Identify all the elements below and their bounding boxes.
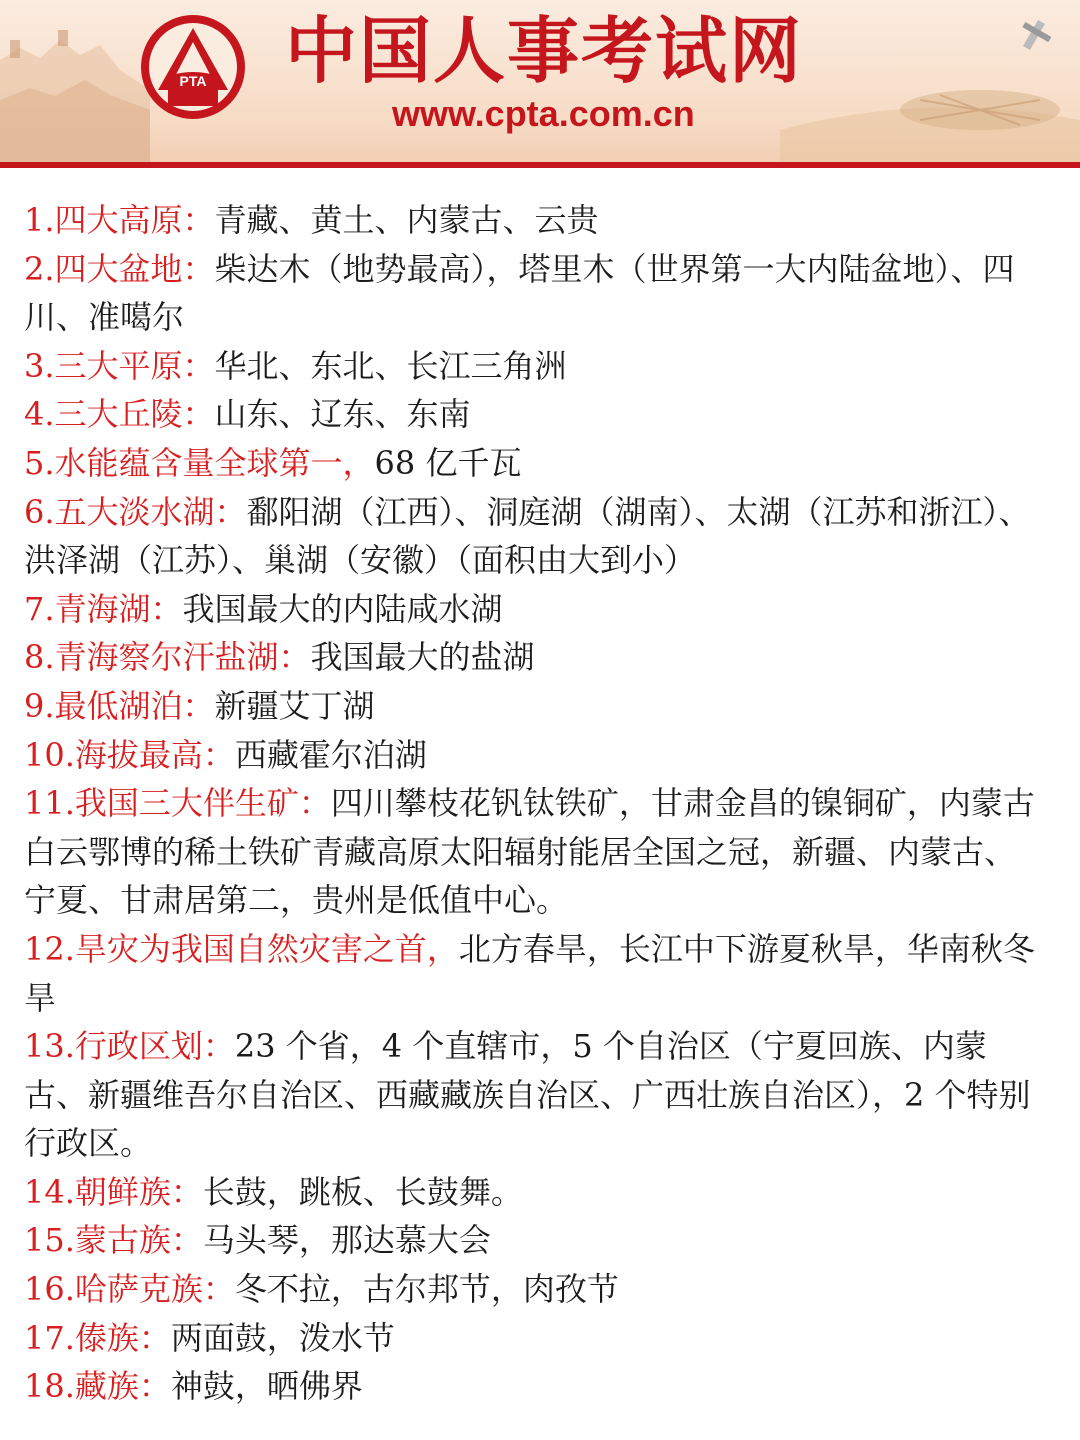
item-text: 北方春旱，长江中下游夏秋旱，华南秋冬旱	[24, 929, 1035, 1017]
item-heading: 15.蒙古族：	[24, 1221, 203, 1260]
item-text: 马头琴，那达慕大会	[202, 1221, 491, 1260]
item-heading: 17.傣族：	[24, 1318, 171, 1357]
list-item	[24, 342, 1044, 391]
item-heading: 7.青海湖：	[24, 589, 183, 628]
item-heading: 8.青海察尔汗盐湖：	[24, 638, 311, 677]
item-heading: 6.五大淡水湖：	[24, 492, 247, 531]
great-wall-decoration	[0, 0, 150, 168]
item-heading: 12.旱灾为我国自然灾害之首，	[24, 929, 459, 968]
list-item	[24, 245, 1044, 342]
item-heading: 11.我国三大伴生矿：	[24, 784, 331, 823]
item-text: 新疆艾丁湖	[214, 686, 375, 725]
item-text: 山东、辽东、东南	[214, 395, 471, 434]
item-heading: 10.海拔最高：	[24, 735, 235, 774]
item-text: 鄱阳湖（江西）、洞庭湖（湖南）、太湖（江苏和浙江）、洪泽湖（江苏）、巢湖（安徽）（面积由大到小）	[24, 492, 1031, 580]
item-text: 我国最大的内陆咸水湖	[182, 589, 503, 628]
item-heading: 14.朝鲜族：	[24, 1172, 203, 1211]
list-item	[24, 585, 1044, 634]
list-item	[24, 731, 1044, 780]
item-heading: 3.三大平原：	[24, 346, 215, 385]
item-text: 四川攀枝花钒钛铁矿，甘肃金昌的镍铜矿，内蒙古白云鄂博的稀土铁矿青藏高原太阳辐射能居全国之冠，新疆、内蒙古、宁夏、甘肃居第二，贵州是低值中心。	[24, 784, 1035, 920]
knowledge-list	[0, 196, 1080, 1411]
list-item	[24, 1022, 1044, 1168]
site-url: www.cpta.com.cn	[392, 93, 695, 134]
list-item	[24, 779, 1044, 925]
item-text: 柴达木（地势最高），塔里木（世界第一大内陆盆地）、四川、准噶尔	[24, 249, 1015, 337]
list-item	[24, 1168, 1044, 1217]
item-heading: 18.藏族：	[24, 1367, 171, 1406]
pta-logo	[138, 12, 248, 122]
list-item	[24, 682, 1044, 731]
item-heading: 1.四大高原：	[24, 201, 215, 239]
item-heading: 16.哈萨克族：	[24, 1270, 235, 1309]
item-heading: 13.行政区划：	[24, 1027, 235, 1066]
item-text: 青藏、黄土、内蒙古、云贵	[214, 201, 599, 239]
item-text: 两面鼓，泼水节	[170, 1318, 395, 1357]
list-item	[24, 1216, 1044, 1265]
list-item	[24, 1314, 1044, 1363]
list-item	[24, 1362, 1044, 1411]
content-area	[0, 196, 1080, 1411]
item-heading: 4.三大丘陵：	[24, 395, 215, 434]
item-text: 华北、东北、长江三角洲	[214, 346, 567, 385]
header-banner	[0, 0, 1080, 168]
item-heading: 5.水能蕴含量全球第一，	[24, 443, 375, 482]
item-text: 神鼓，晒佛界	[170, 1367, 363, 1406]
item-text: 23 个省，4 个直辖市，5 个自治区（宁夏回族、内蒙古、新疆维吾尔自治区、西藏藏族自治区、广西壮族自治区），2 个特别行政区。	[24, 1027, 1031, 1163]
list-item	[24, 196, 1044, 245]
item-heading: 9.最低湖泊：	[24, 686, 215, 725]
list-item	[24, 1265, 1044, 1314]
site-title: 中国人事考试网	[285, 9, 804, 93]
list-item	[24, 488, 1044, 585]
item-text: 长鼓，跳板、长鼓舞。	[202, 1172, 523, 1211]
list-item	[24, 439, 1044, 488]
list-item	[24, 633, 1044, 682]
item-heading: 2.四大盆地：	[24, 249, 215, 288]
item-text: 68 亿千瓦	[374, 443, 522, 482]
item-text: 西藏霍尔泊湖	[234, 735, 427, 774]
list-item	[24, 390, 1044, 439]
logo-text: PTA	[179, 73, 207, 89]
item-text: 冬不拉，古尔邦节，肉孜节	[234, 1270, 619, 1309]
list-item	[24, 925, 1044, 1022]
item-text: 我国最大的盐湖	[310, 638, 535, 677]
header-divider	[0, 162, 1080, 168]
